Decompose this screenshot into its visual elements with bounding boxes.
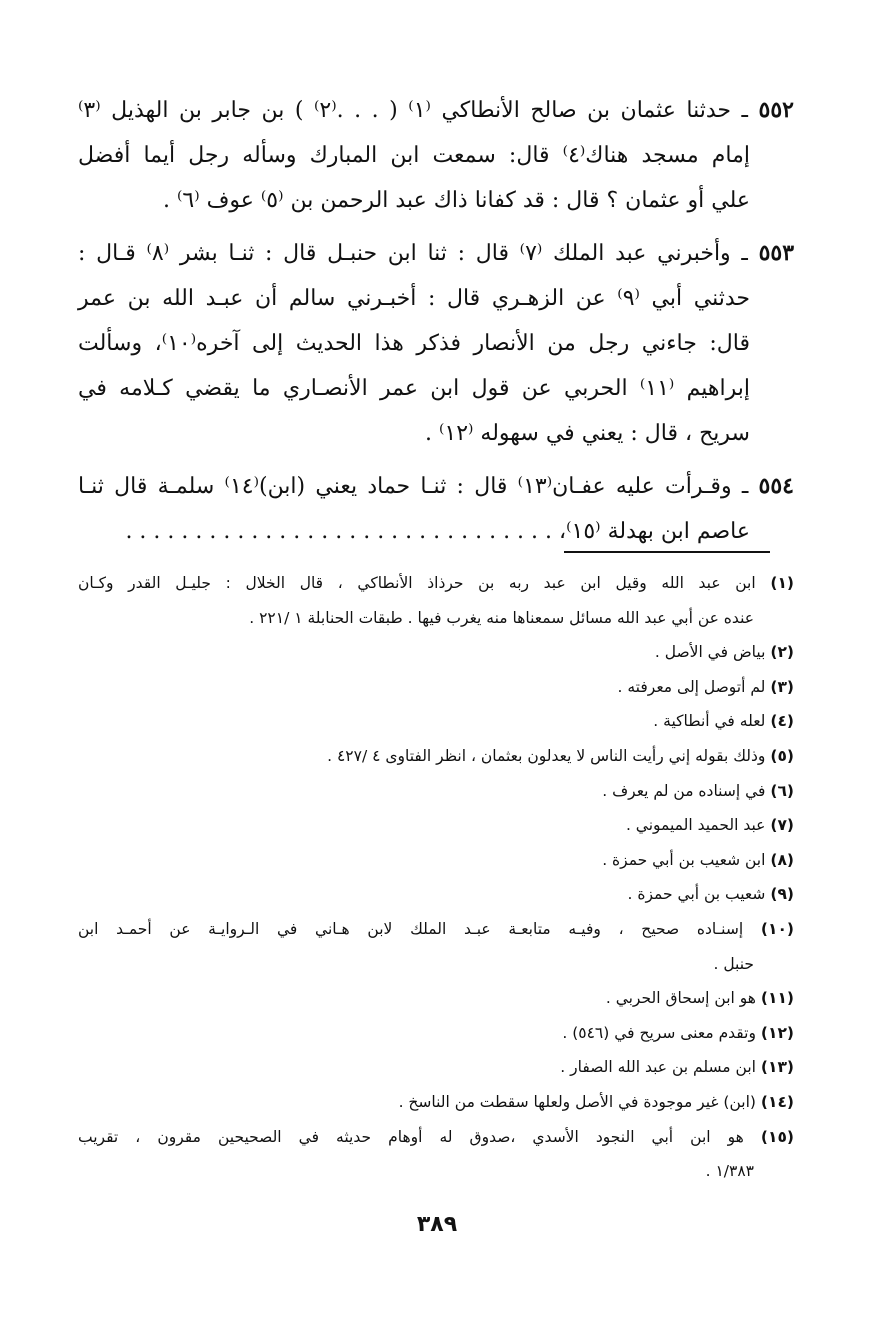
footnote-number: (٥)	[770, 746, 794, 765]
footnote-3	[78, 670, 794, 705]
footnotes	[78, 566, 794, 1189]
footnote-4	[78, 704, 794, 739]
footnote-number: (١٤)	[760, 1092, 794, 1111]
footnote-14	[78, 1085, 794, 1120]
footnote-line: (٤) لعله في أنطاكية .	[653, 712, 794, 731]
entry-line: ٥٥٢ ـ حدثنا عثمان بن صالح الأنطاكي ⁽١⁾ ( . . .⁽٢⁾ ) بن جابر بن الهذيل ⁽٣⁾	[78, 97, 794, 123]
footnote-1	[78, 566, 794, 635]
entry-number: ٥٥٤	[758, 473, 794, 499]
footnote-number: (١١)	[760, 989, 794, 1008]
footnote-number: (٣)	[770, 677, 794, 696]
footnote-12	[78, 1016, 794, 1051]
footnote-number: (٦)	[770, 781, 794, 800]
footnote-11	[78, 981, 794, 1016]
entry-553	[78, 231, 794, 456]
page-number: ٣٨٩	[416, 1212, 458, 1237]
entry-554	[78, 464, 794, 554]
main-text	[78, 88, 794, 562]
entry-line: إبراهيم ⁽١١⁾ الحربي عن قول ابن عمر الأنصـاري ما يقضي كـلامه في	[78, 376, 750, 401]
footnote-number: (٨)	[770, 850, 794, 869]
entry-552	[78, 88, 794, 223]
footnote-number: (١٥)	[760, 1127, 794, 1146]
footnote-line: (٩) شعيب بن أبي حمزة .	[627, 885, 794, 904]
footnote-9	[78, 877, 794, 912]
entry-number: ٥٥٢	[758, 97, 794, 123]
footnote-number: (١٣)	[760, 1058, 794, 1077]
footnote-line: (٣) لم أتوصل إلى معرفته .	[617, 677, 794, 696]
footnote-6	[78, 774, 794, 809]
footnote-10	[78, 912, 794, 981]
footnote-line: (٨) ابن شعيب بن أبي حمزة .	[602, 850, 794, 869]
footnote-line: (١١) هو ابن إسحاق الحربي .	[605, 989, 794, 1008]
entry-line: سريح ، قال : يعني في سهوله ⁽١٢⁾ .	[424, 421, 750, 446]
footnote-8	[78, 843, 794, 878]
entry-line: قال: جاءني رجل من الأنصار فذكر هذا الحديث إلى آخره⁽١٠⁾، وسألت	[78, 331, 750, 356]
entry-line: ٥٥٣ ـ وأخبرني عبد الملك ⁽٧⁾ قال : ثنا ابن حنبـل قال : ثنـا بشر ⁽٨⁾ قـال :	[78, 240, 795, 266]
entry-number: ٥٥٣	[758, 240, 795, 266]
footnote-line: (١) ابن عبد الله وقيل ابن عبد ربه بن حرذاذ الأنطاكي ، قال الخلال : جليـل القدر وكـان	[78, 574, 794, 592]
footnote-line: (٢) بياض في الأصل .	[654, 643, 794, 662]
entry-line: ٥٥٤ ـ وقـرأت عليه عفـان⁽١٣⁾ قال : ثنـا حماد يعني (ابن)⁽١٤⁾ سلمـة قال ثنـا	[78, 473, 794, 499]
footnote-line: حنبل .	[713, 954, 754, 973]
footnote-line: (١٢) وتقدم معنى سريح في (٥٤٦) .	[562, 1023, 794, 1042]
entry-line: عاصم ابن بهدلة ⁽١٥⁾، . . . . . . . . . . . . . . . . . . . . . . . . . . . . . . .	[125, 519, 750, 544]
footnote-7	[78, 808, 794, 843]
entry-line: علي أو عثمان ؟ قال : قد كفانا ذاك عبد الرحمن بن ⁽٥⁾ عوف ⁽٦⁾ .	[162, 188, 750, 213]
entry-line: حدثني أبي ⁽٩⁾ عن الزهـري قال : أخبـرني سالم أن عبـد الله بن عمر	[78, 286, 750, 311]
footnote-line: ١/٣٨٣ .	[705, 1162, 754, 1181]
footnote-separator	[564, 551, 770, 553]
footnote-line: عنده عن أبي عبد الله مسائل سمعناها منه يغرب فيها . طبقات الحنابلة ١ /٢٢١ .	[249, 608, 754, 627]
footnote-15	[78, 1120, 794, 1189]
footnote-number: (٧)	[770, 816, 794, 835]
footnote-number: (٩)	[770, 885, 794, 904]
entry-line: إمام مسجد هناك⁽٤⁾ قال: سمعت ابن المبارك وسأله رجل أيما أفضل	[78, 143, 750, 168]
footnote-line: (١٠) إسنـاده صحيح ، وفيـه متابعـة عبـد الملك لابن هـاني في الـروايـة عن أحمـد ابن	[78, 919, 794, 938]
footnote-line: (١٤) (ابن) غير موجودة في الأصل ولعلها سقطت من الناسخ .	[398, 1092, 794, 1111]
footnote-line: (٦) في إسناده من لم يعرف .	[602, 781, 794, 800]
footnote-number: (١٠)	[760, 919, 794, 938]
footnote-line: (١٣) ابن مسلم بن عبد الله الصفار .	[560, 1058, 794, 1077]
footnote-2	[78, 635, 794, 670]
footnote-5	[78, 739, 794, 774]
footnote-13	[78, 1050, 794, 1085]
footnote-number: (٢)	[770, 643, 794, 662]
footnote-line: (٥) وذلك بقوله إني رأيت الناس لا يعدلون بعثمان ، انظر الفتاوى ٤ /٤٢٧ .	[327, 746, 794, 765]
footnote-line: (٧) عبد الحميد الميموني .	[625, 816, 794, 835]
footnote-number: (٤)	[770, 712, 794, 731]
footnote-number: (١)	[770, 574, 794, 592]
footnote-number: (١٢)	[760, 1023, 794, 1042]
footnote-line: (١٥) هو ابن أبي النجود الأسدي ،صدوق له أوهام حديثه في الصحيحين مقرون ، تقريب	[78, 1127, 794, 1146]
